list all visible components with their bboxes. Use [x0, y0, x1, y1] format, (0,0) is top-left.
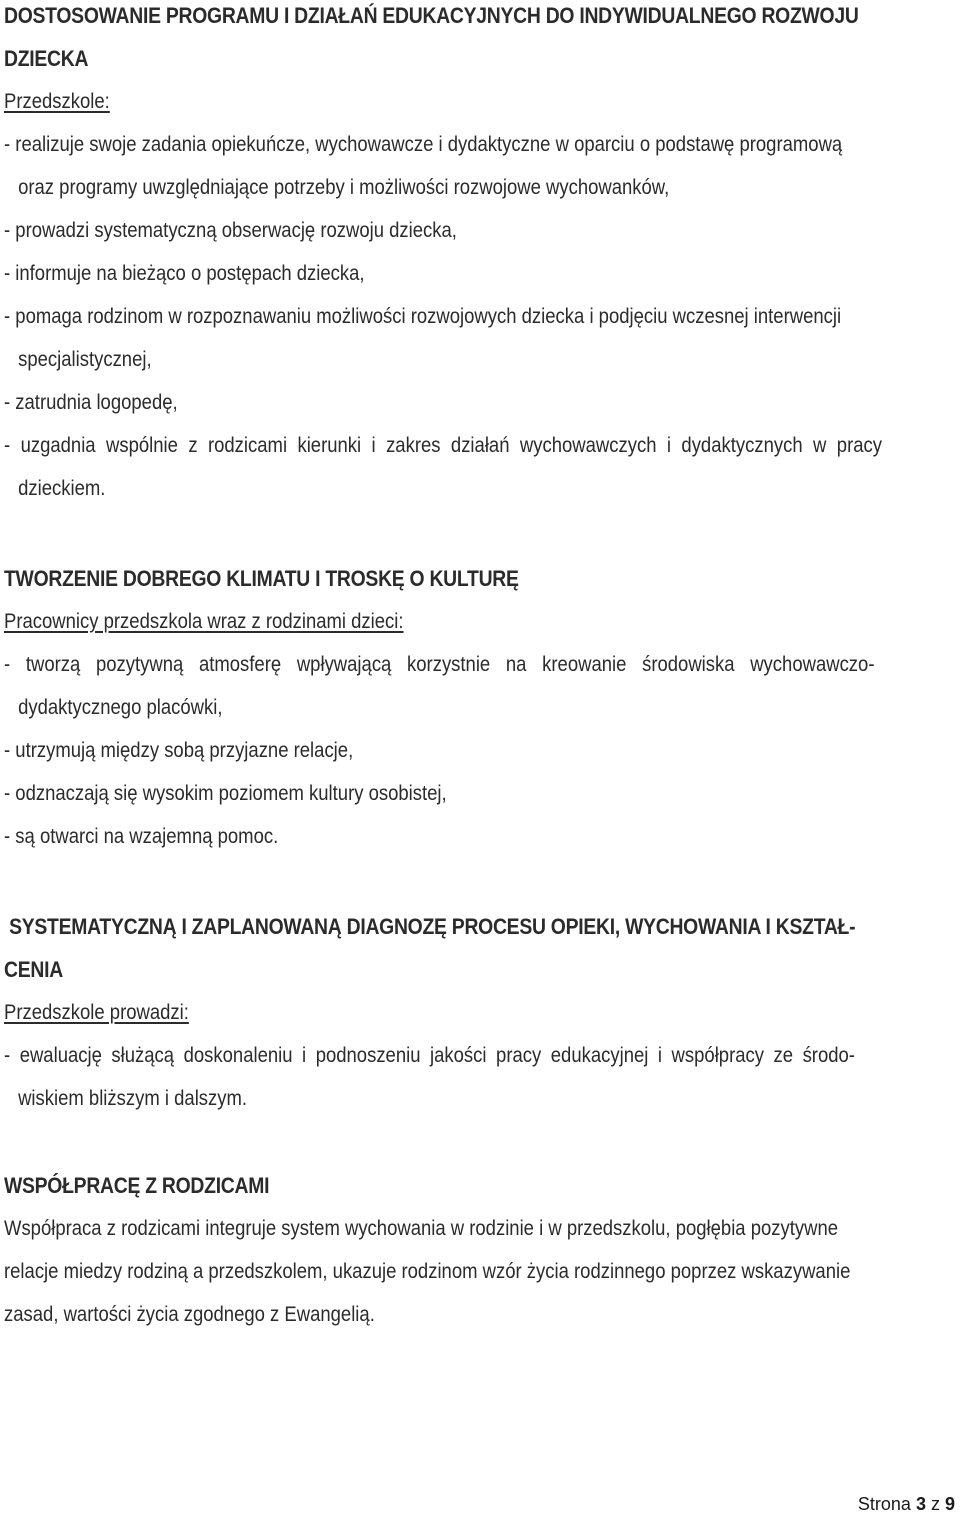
current-page: 3 [915, 1494, 926, 1514]
page-number: Strona 3 z 9 [857, 1494, 955, 1514]
list-item: - zatrudnia logopedę, [4, 391, 178, 414]
section-heading: TWORZENIE DOBREGO KLIMATU I TROSKĘ O KULTURĘ [4, 566, 519, 591]
section-diagnosis [4, 905, 954, 1120]
list-item: - pomaga rodzinom w rozpoznawaniu możliwości rozwojowych dziecka i podjęciu wczesnej interwencji specjalistycznej, [4, 305, 842, 371]
section-heading [4, 905, 954, 991]
paragraph-line: Współpraca z rodzicami integruje system wychowania w rodzinie i w przedszkolu, pogłębia pozytywne [4, 1217, 839, 1240]
section-subheading: Przedszkole prowadzi: [4, 1001, 189, 1024]
heading-line: DZIECKA [4, 46, 89, 71]
heading-line: CENIA [4, 957, 63, 982]
section-subheading: Pracownicy przedszkola wraz z rodzinami dzieci: [4, 610, 404, 633]
list-item: - prowadzi systematyczną obserwację rozwoju dziecka, [4, 219, 457, 242]
list-item: - informuje na bieżąco o postępach dziecka, [4, 262, 365, 285]
list-item: - tworzą pozytywną atmosferę wpływającą korzystnie na kreowanie środowiska wychowawczo- dydaktycznego placówki, [4, 653, 875, 719]
list-item: - utrzymują między sobą przyjazne relacje, [4, 739, 354, 762]
section-climate-culture [4, 557, 954, 858]
paragraph-line: relacje miedzy rodziną a przedszkolem, ukazuje rodzinom wzór życia rodzinnego poprzez wskazywanie [4, 1260, 851, 1283]
paragraph-line: zasad, wartości życia zgodnego z Ewangelią. [4, 1303, 375, 1326]
heading-line: DOSTOSOWANIE PROGRAMU I DZIAŁAŃ EDUKACYJNYCH DO INDYWIDUALNEGO ROZWOJU [4, 3, 859, 28]
paragraph [4, 1207, 954, 1336]
total-pages: 9 [944, 1494, 955, 1514]
list-item: - realizuje swoje zadania opiekuńcze, wychowawcze i dydaktyczne w oparciu o podstawę programową oraz programy uwzględniające potrzeby i możliwości rozwojowe wychowanków, [4, 133, 843, 199]
section-parents-cooperation [4, 1164, 954, 1336]
section-heading: WSPÓŁPRACĘ Z RODZICAMI [4, 1173, 270, 1198]
section-subheading: Przedszkole: [4, 90, 110, 113]
list-item: - są otwarci na wzajemną pomoc. [4, 825, 279, 848]
list-item: - odznaczają się wysokim poziomem kultury osobistej, [4, 782, 447, 805]
heading-line: SYSTEMATYCZNĄ I ZAPLANOWANĄ DIAGNOZĘ PROCESU OPIEKI, WYCHOWANIA I KSZTAŁ- [4, 914, 856, 939]
section-heading [4, 0, 954, 80]
list-item: - uzgadnia wspólnie z rodzicami kierunki i zakres działań wychowawczych i dydaktycznych w pracy dzieckiem. [4, 434, 882, 500]
list-item: - ewaluację służącą doskonaleniu i podnoszeniu jakości pracy edukacyjnej i współpracy ze środo- wiskiem bliższym i dalszym. [4, 1044, 855, 1110]
section-individual-development [4, 0, 954, 510]
